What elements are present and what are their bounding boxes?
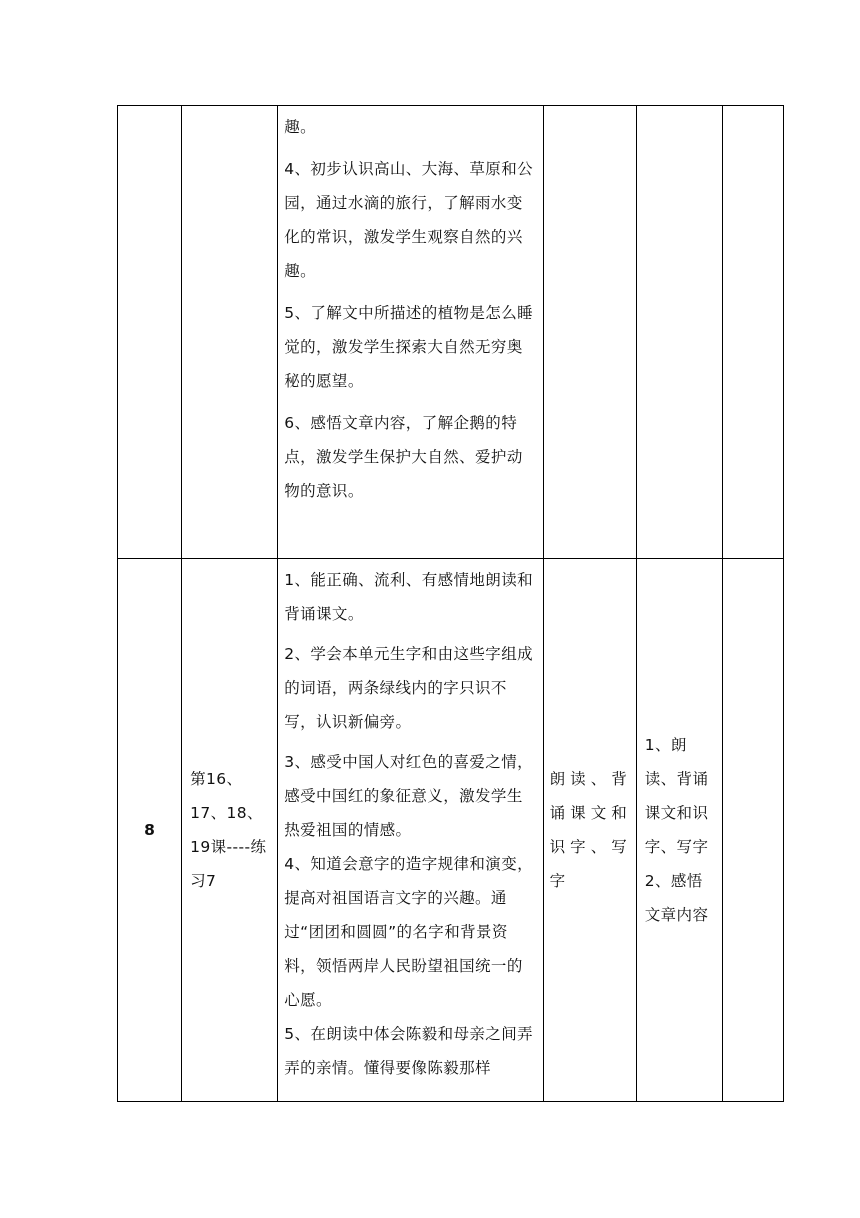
goal-item: 6、感悟文章内容，了解企鹅的特点，激发学生保护大自然、爱护动物的意识。 bbox=[284, 414, 523, 500]
goal-item: 趣。 bbox=[284, 118, 317, 136]
week-cell-empty bbox=[118, 106, 182, 559]
goals-cell bbox=[278, 106, 543, 559]
notes-cell-empty bbox=[722, 106, 783, 559]
key-point-item: 2、感悟文章内容 bbox=[644, 872, 709, 924]
goal-item: 1、能正确、流利、有感情地朗读和背诵课文。 bbox=[284, 571, 533, 623]
table-row-week-8 bbox=[118, 559, 784, 1102]
methods-cell bbox=[543, 559, 636, 1102]
goal-item: 4、知道会意字的造字规律和演变，提高对祖国语言文字的兴趣。通过“团团和圆圆”的名字和背景资料，领悟两岸人民盼望祖国统一的心愿。 bbox=[284, 855, 533, 1009]
goal-item: 4、初步认识高山、大海、草原和公园，通过水滴的旅行，了解雨水变化的常识，激发学生观察自然的兴趣。 bbox=[284, 160, 533, 280]
notes-cell-empty bbox=[722, 559, 783, 1102]
week-number: 8 bbox=[118, 559, 182, 1102]
goals-cell bbox=[278, 559, 543, 1102]
methods-text: 朗读、背诵课文和识字、写字 bbox=[549, 770, 630, 890]
goal-item: 5、在朗读中体会陈毅和母亲之间弄弄的亲情。懂得要像陈毅那样 bbox=[284, 1025, 533, 1077]
goal-item: 5、了解文中所描述的植物是怎么睡觉的，激发学生探索大自然无穷奥秘的愿望。 bbox=[284, 304, 533, 390]
goal-item: 3、感受中国人对红色的喜爱之情，感受中国红的象征意义，激发学生热爱祖国的情感。 bbox=[284, 753, 533, 839]
teaching-plan-table bbox=[117, 105, 784, 1102]
table-row-continued bbox=[118, 106, 784, 559]
lessons-cell bbox=[182, 559, 278, 1102]
key-points-cell bbox=[636, 559, 722, 1102]
key-point-item: 1、朗读、背诵课文和识字、写字 bbox=[644, 736, 709, 856]
lessons-text: 第16、17、18、19课----练习7 bbox=[190, 770, 267, 890]
goal-item: 2、学会本单元生字和由这些字组成的词语，两条绿线内的字只识不写，认识新偏旁。 bbox=[284, 645, 533, 731]
key-points-cell-empty bbox=[636, 106, 722, 559]
methods-cell-empty bbox=[543, 106, 636, 559]
lessons-cell-empty bbox=[182, 106, 278, 559]
